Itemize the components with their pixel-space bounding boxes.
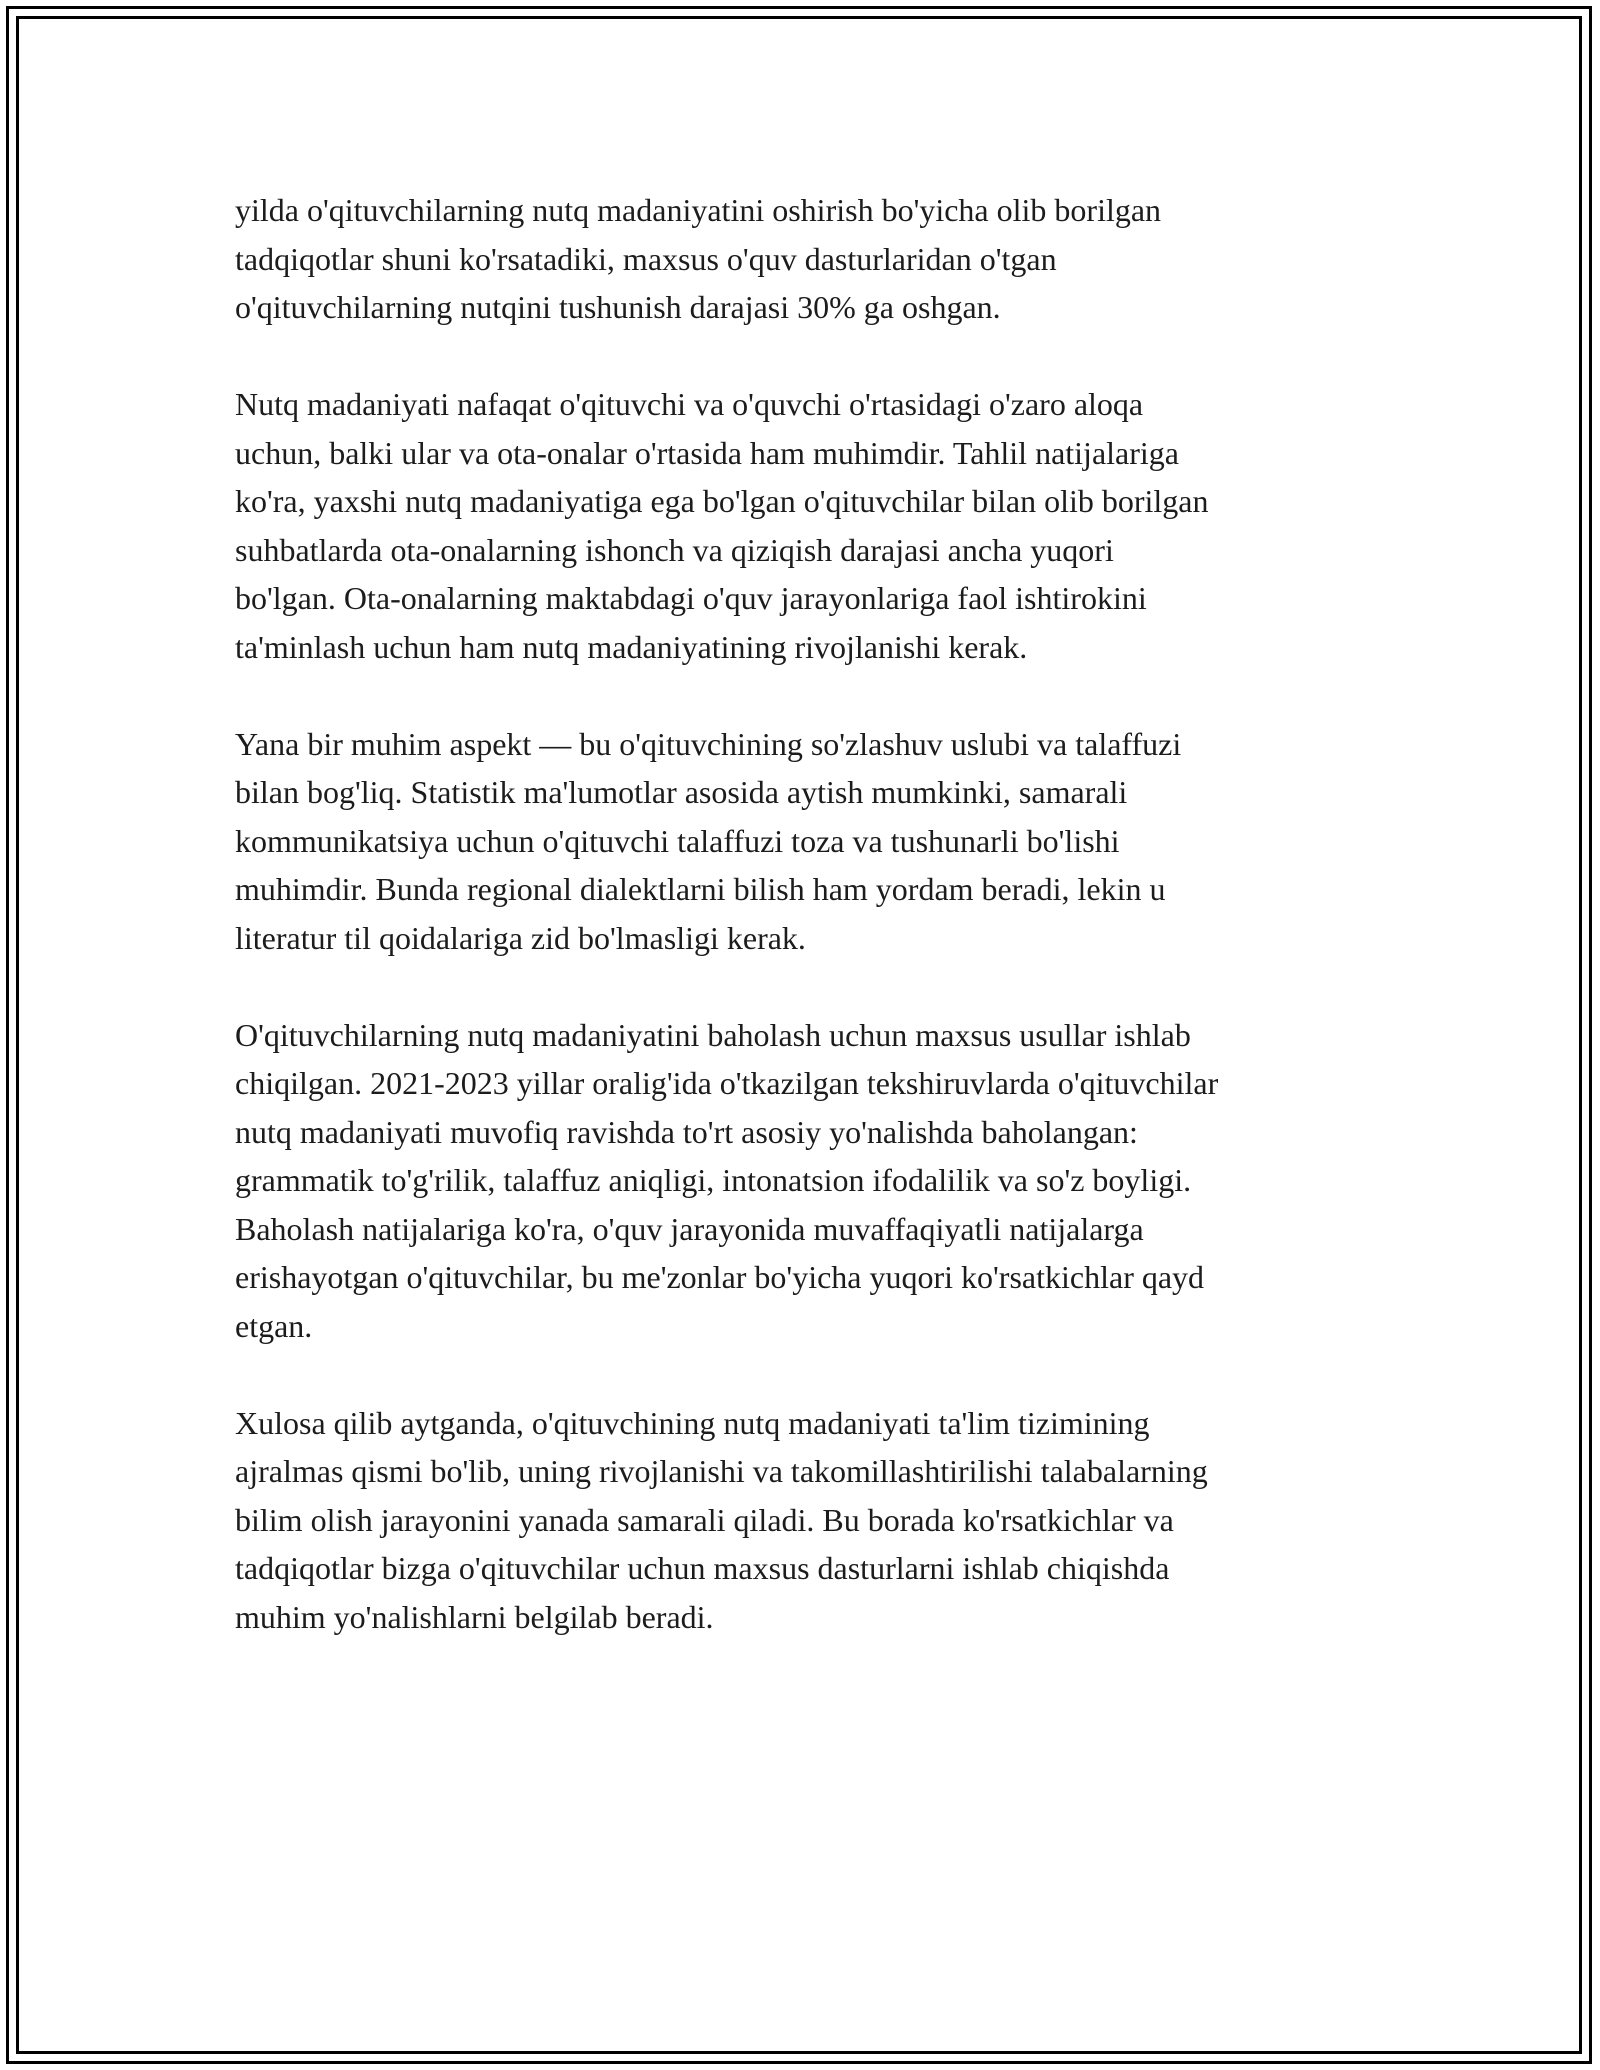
document-body [235, 186, 1375, 1690]
paragraph: Xulosa qilib aytganda, o'qituvchining nutq madaniyati ta'lim tizimining ajralmas qismi bo'lib, uning rivojlanishi va takomillashtirilishi talabalarning bilim olish jarayonini yanada samarali qiladi. Bu borada ko'rsatkichlar va tadqiqotlar bizga o'qituvchilar uchun maxsus dasturlarni ishlab chiqishda muhim yo'nalishlarni belgilab beradi. [235, 1404, 1208, 1635]
paragraph: yilda o'qituvchilarning nutq madaniyatini oshirish bo'yicha olib borilgan tadqiqotlar shuni ko'rsatadiki, maxsus o'quv dasturlaridan o'tgan o'qituvchilarning nutqini tushunish darajasi 30% ga oshgan. [235, 192, 1162, 325]
paragraph: Nutq madaniyati nafaqat o'qituvchi va o'quvchi o'rtasidagi o'zaro aloqa uchun, balki ular va ota-onalar o'rtasida ham muhimdir. Tahlil natijalariga ko'ra, yaxshi nutq madaniyatiga ega bo'lgan o'qituvchilar bilan olib borilgan suhbatlarda ota-onalarning ishonch va qiziqish darajasi ancha yuqori bo'lgan. Ota-onalarning maktabdagi o'quv jarayonlariga faol ishtirokini ta'minlash uchun ham nutq madaniyatining rivojlanishi kerak. [235, 386, 1209, 665]
paragraph: Yana bir muhim aspekt — bu o'qituvchining so'zlashuv uslubi va talaffuzi bilan bog'liq. Statistik ma'lumotlar asosida aytish mumkinki, samarali kommunikatsiya uchun o'qituvchi talaffuzi toza va tushunarli bo'lishi muhimdir. Bunda regional dialektlarni bilish ham yordam beradi, lekin u literatur til qoidalariga zid bo'lmasligi kerak. [235, 725, 1182, 956]
paragraph: O'qituvchilarning nutq madaniyatini baholash uchun maxsus usullar ishlab chiqilgan. 2021-2023 yillar oralig'ida o'tkazilgan tekshiruvlarda o'qituvchilar nutq madaniyati muvofiq ravishda to'rt asosiy yo'nalishda baholangan: grammatik to'g'rilik, talaffuz aniqligi, intonatsion ifodalilik va so'z boyligi. Baholash natijalariga ko'ra, o'quv jarayonida muvaffaqiyatli natijalarga erishayotgan o'qituvchilar, bu me'zonlar bo'yicha yuqori ko'rsatkichlar qayd etgan. [235, 1016, 1219, 1344]
